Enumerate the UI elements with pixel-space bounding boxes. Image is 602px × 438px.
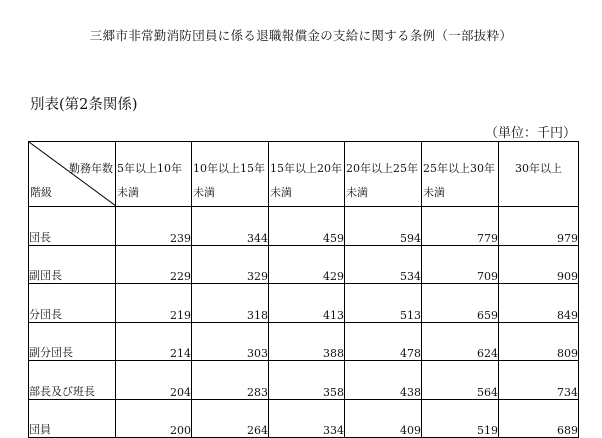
table-row bbox=[29, 399, 579, 438]
column-header-top: 15年以上20年 bbox=[270, 162, 342, 175]
rank-cell: 部長及び班長 bbox=[29, 361, 116, 400]
rank-cell: 団長 bbox=[29, 207, 116, 246]
column-header-2 bbox=[192, 142, 269, 207]
amount-cell: 534 bbox=[345, 245, 422, 284]
amount-cell: 204 bbox=[116, 361, 192, 400]
amount-cell: 438 bbox=[345, 361, 422, 400]
unit-label: （単位：千円） bbox=[484, 126, 576, 141]
amount-cell: 564 bbox=[422, 361, 499, 400]
amount-cell: 334 bbox=[269, 399, 345, 438]
column-header-top: 20年以上25年 bbox=[346, 162, 418, 175]
corner-header-cell bbox=[29, 142, 116, 207]
amount-cell: 239 bbox=[116, 207, 192, 246]
amount-cell: 689 bbox=[499, 399, 579, 438]
amount-cell: 779 bbox=[422, 207, 499, 246]
amount-cell: 303 bbox=[192, 322, 269, 361]
column-header-5 bbox=[422, 142, 499, 207]
amount-cell: 734 bbox=[499, 361, 579, 400]
rank-cell: 団員 bbox=[29, 399, 116, 438]
column-header-1 bbox=[116, 142, 192, 207]
amount-cell: 519 bbox=[422, 399, 499, 438]
amount-cell: 229 bbox=[116, 245, 192, 284]
column-header-bottom: 未満 bbox=[270, 186, 292, 199]
rank-cell: 副分団長 bbox=[29, 322, 116, 361]
column-header-top: 25年以上30年 bbox=[423, 162, 495, 175]
amount-cell: 909 bbox=[499, 245, 579, 284]
amount-cell: 429 bbox=[269, 245, 345, 284]
column-header-top: 30年以上 bbox=[515, 162, 562, 175]
amount-cell: 344 bbox=[192, 207, 269, 246]
amount-cell: 413 bbox=[269, 284, 345, 323]
amount-cell: 219 bbox=[116, 284, 192, 323]
column-header-4 bbox=[345, 142, 422, 207]
table-row bbox=[29, 322, 579, 361]
rank-cell: 副団長 bbox=[29, 245, 116, 284]
table-row bbox=[29, 284, 579, 323]
amount-cell: 979 bbox=[499, 207, 579, 246]
amount-cell: 809 bbox=[499, 322, 579, 361]
years-of-service-label: 勤務年数 bbox=[69, 162, 113, 175]
document-title: 三郷市非常勤消防団員に係る退職報償金の支給に関する条例（一部抜粋） bbox=[89, 28, 513, 43]
column-header-bottom: 未満 bbox=[423, 186, 445, 199]
amount-cell: 478 bbox=[345, 322, 422, 361]
amount-cell: 709 bbox=[422, 245, 499, 284]
column-header-3 bbox=[269, 142, 345, 207]
amount-cell: 283 bbox=[192, 361, 269, 400]
amount-cell: 659 bbox=[422, 284, 499, 323]
column-header-bottom: 未満 bbox=[117, 186, 139, 199]
section-title: 別表(第2条関係) bbox=[30, 97, 138, 113]
amount-cell: 624 bbox=[422, 322, 499, 361]
amount-cell: 513 bbox=[345, 284, 422, 323]
amount-cell: 849 bbox=[499, 284, 579, 323]
column-header-bottom: 未満 bbox=[193, 186, 215, 199]
amount-cell: 594 bbox=[345, 207, 422, 246]
column-header-top: 5年以上10年 bbox=[117, 162, 182, 175]
amount-cell: 409 bbox=[345, 399, 422, 438]
retirement-allowance-table bbox=[28, 141, 579, 438]
column-header-bottom: 未満 bbox=[346, 186, 368, 199]
column-header-6 bbox=[499, 142, 579, 207]
amount-cell: 329 bbox=[192, 245, 269, 284]
table-row bbox=[29, 361, 579, 400]
amount-cell: 358 bbox=[269, 361, 345, 400]
amount-cell: 318 bbox=[192, 284, 269, 323]
table-row bbox=[29, 207, 579, 246]
amount-cell: 214 bbox=[116, 322, 192, 361]
rank-cell: 分団長 bbox=[29, 284, 116, 323]
rank-label: 階級 bbox=[30, 186, 52, 199]
column-header-top: 10年以上15年 bbox=[193, 162, 265, 175]
table-header-row bbox=[29, 142, 579, 207]
amount-cell: 459 bbox=[269, 207, 345, 246]
table-row bbox=[29, 245, 579, 284]
amount-cell: 388 bbox=[269, 322, 345, 361]
amount-cell: 200 bbox=[116, 399, 192, 438]
amount-cell: 264 bbox=[192, 399, 269, 438]
